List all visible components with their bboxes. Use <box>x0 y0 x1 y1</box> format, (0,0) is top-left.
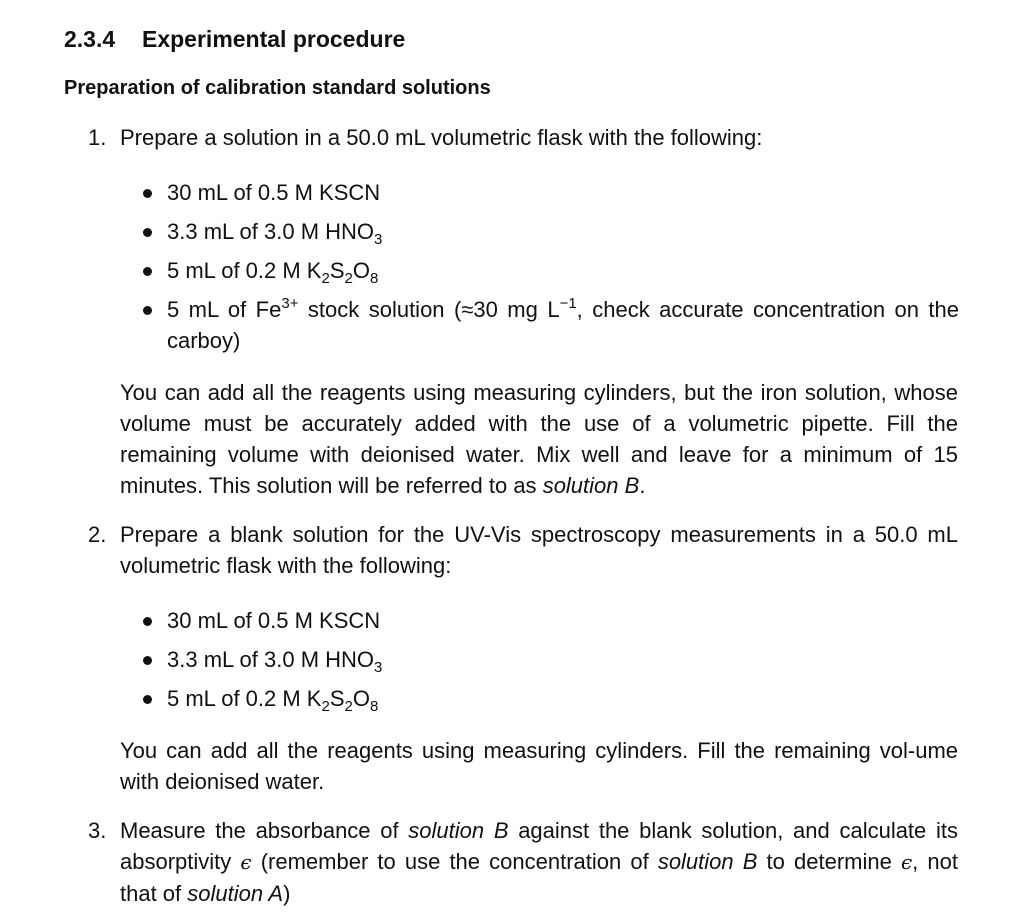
step-text <box>120 815 958 909</box>
bullet-icon <box>143 695 152 704</box>
section-heading <box>64 24 405 54</box>
emphasis-solution-b: solution B <box>657 849 758 874</box>
item-text: , check accurate concentration on the carboy) <box>167 297 960 353</box>
subscript: 3 <box>374 231 383 248</box>
bullet-icon <box>143 267 152 276</box>
step-number: 3. <box>88 818 107 843</box>
step-text: Prepare a blank solution for the UV-Vis spectroscopy measurements in a 50.0 mL volumetric flask with the following: <box>120 522 958 578</box>
subscript: 8 <box>369 270 379 287</box>
emphasis-solution-a: solution A <box>187 881 284 906</box>
item-text: 30 mL of 0.5 M KSCN <box>167 180 381 205</box>
bullet-icon <box>143 228 152 237</box>
subscript: 2 <box>344 270 353 287</box>
item-text: 30 mL of 0.5 M KSCN <box>167 608 381 633</box>
subscript: 3 <box>374 659 383 676</box>
step-text: Prepare a solution in a 50.0 mL volumetric flask with the following: <box>120 125 763 150</box>
epsilon-symbol: ϵ <box>900 850 913 874</box>
subscript: 8 <box>369 698 379 715</box>
item-text: O <box>352 258 370 283</box>
text-segment: , not that of <box>120 849 958 906</box>
item-text: 3.3 mL of 3.0 M HNO <box>167 219 375 244</box>
section-number: 2.3.4 <box>64 26 116 52</box>
note-emphasis: solution B <box>542 473 640 498</box>
text-segment: (remember to use the concentration of <box>251 849 658 874</box>
subscript: 2 <box>321 698 330 715</box>
note-paragraph-2 <box>120 735 958 797</box>
item-text: O <box>352 686 370 711</box>
bullet-icon <box>143 306 152 315</box>
section-title: Experimental procedure <box>142 26 406 52</box>
text-segment: Measure the absorbance of <box>120 818 409 843</box>
bullet-icon <box>143 189 152 198</box>
item-text: 3.3 mL of 3.0 M HNO <box>167 647 375 672</box>
superscript: −1 <box>559 295 577 312</box>
note-end: . <box>639 473 646 498</box>
text-segment: against the blank solution, and calculate its absorptivity <box>120 818 958 874</box>
item-text: 5 mL of Fe <box>167 297 282 322</box>
bullet-icon <box>143 617 152 626</box>
subscript: 2 <box>344 698 353 715</box>
item-text: S <box>329 686 345 711</box>
note-text: You can add all the reagents using measuring cylinders, but the iron solution, whose volume must be accurately added with the use of a volumetric pipette. Fill the remaining volume with deionised water. Mix well and leave for a minimum of 15 minutes. This solution will be referred to as <box>120 380 958 498</box>
subsection-heading: Preparation of calibration standard solutions <box>64 77 491 99</box>
item-text: 5 mL of 0.2 M K <box>167 258 322 283</box>
text-segment: ) <box>283 881 291 906</box>
note-text: You can add all the reagents using measuring cylinders. Fill the remaining vol-ume with deionised water. <box>120 738 958 794</box>
bullet-icon <box>143 656 152 665</box>
item-text: 5 mL of 0.2 M K <box>167 686 322 711</box>
note-paragraph-1 <box>120 377 958 501</box>
item-text: S <box>329 258 345 283</box>
subscript: 2 <box>321 270 330 287</box>
text-segment: to determine <box>757 849 901 874</box>
epsilon-symbol: ϵ <box>240 850 252 874</box>
step-number: 2. <box>88 522 107 547</box>
item-text: stock solution (≈30 mg L <box>298 297 560 322</box>
step-number: 1. <box>88 125 107 150</box>
emphasis-solution-b: solution B <box>408 818 509 843</box>
superscript: 3+ <box>281 295 299 312</box>
